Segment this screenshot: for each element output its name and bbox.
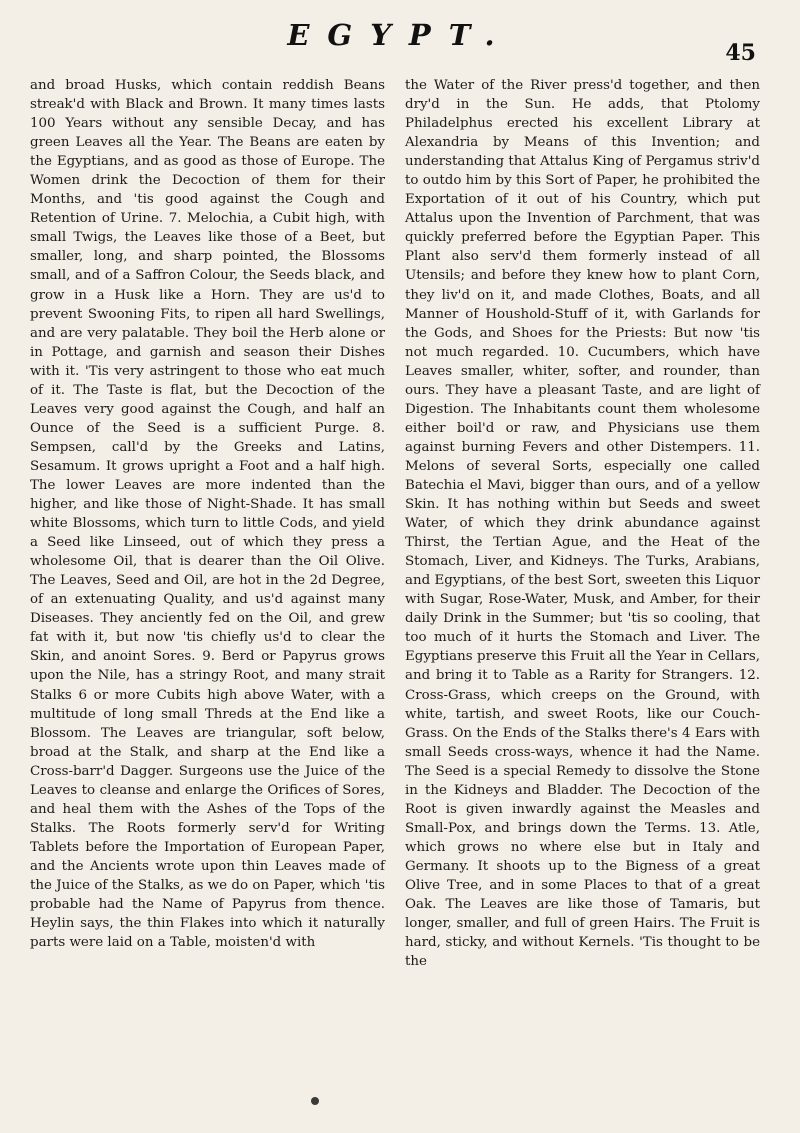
page-header xyxy=(0,12,800,82)
right-column xyxy=(405,76,760,1076)
left-column-text: and broad Husks, which contain reddish Beans streak'd with Black and Brown. It many times lasts 100 Years without any sensible Decay, and has green Leaves all the Year. The Beans are eaten by the Egyptians, and as good as those of Europe. The Women drink the Decoction of them for their Months, and 'tis good against the Cough and Retention of Urine. 7. Melochia, a Cubit high, with small Twigs, the Leaves like those of a Beet, but smaller, long, and sharp pointed, the Blossoms small, and of a Saffron Colour, the Seeds black, and grow in a Husk like a Horn. They are us'd to prevent Swooning Fits, to ripen all hard Swellings, and are very palatable. They boil the Herb alone or in Pottage, and garnish and season their Dishes with it. 'Tis very astringent to those who eat much of it. The Taste is flat, but the Decoction of the Leaves very good against the Cough, and half an Ounce of the Seed is a sufficient Purge. 8. Sempsen, call'd by the Greeks and Latins, Sesamum. It grows upright a Foot and a half high. The lower Leaves are more indented than the higher, and like those of Night-Shade. It has small white Blossoms, which turn to little Cods, and yield a Seed like Linseed, out of which they press a wholesome Oil, that is dearer than the Oil Olive. The Leaves, Seed and Oil, are hot in the 2d Degree, of an extenuating Quality, and us'd against many Diseases. They anciently fed on the Oil, and grew fat with it, but now 'tis chiefly us'd to clear the Skin, and anoint Sores. 9. Berd or Papyrus grows upon the Nile, has a stringy Root, and many strait Stalks 6 or more Cubits high above Water, with a multitude of long small Threds at the End like a Blossom. The Leaves are triangular, soft below, broad at the Stalk, and sharp at the End like a Cross-barr'd Dagger. Surgeons use the Juice of the Leaves to cleanse and enlarge the Orifices of Sores, and heal them with the Ashes of the Tops of the Stalks. The Roots formerly serv'd for Writing Tablets before the Importation of European Paper, and the Ancients wrote upon thin Leaves made of the Juice of the Stalks, as we do on Paper, which 'tis probable had the Name of Papyrus from thence. Heylin says, the thin Flakes into which it naturally parts were laid on a Table, moisten'd with xyxy=(30,78,385,951)
ink-dot-mark xyxy=(311,1097,319,1105)
page-number: 45 xyxy=(725,40,756,66)
left-column xyxy=(30,76,385,1076)
running-title: EGYPT. xyxy=(287,18,513,52)
right-column-text: the Water of the River press'd together, and then dry'd in the Sun. He adds, that Ptolomy Philadelphus erected his excellent Library at Alexandria by Means of this Invention; and understanding that Attalus King of Pergamus striv'd to outdo him by this Sort of Paper, he prohibited the Exportation of it out of his Country, which put Attalus upon the Invention of Parchment, that was quickly preferred before the Egyptian Paper. This Plant also serv'd them formerly instead of all Utensils; and before they knew how to plant Corn, they liv'd on it, and made Clothes, Boats, and all Manner of Houshold-Stuff of it, with Garlands for the Gods, and Shoes for the Priests: But now 'tis not much regarded. 10. Cucumbers, which have Leaves smaller, whiter, softer, and rounder, than ours. They have a pleasant Taste, and are light of Digestion. The Inhabitants count them wholesome either boil'd or raw, and Physicians use them against burning Fevers and other Distempers. 11. Melons of several Sorts, especially one called Batechia el Mavi, bigger than ours, and of a yellow Skin. It has nothing within but Seeds and sweet Water, of which they drink abundance against Thirst, the Tertian Ague, and the Heat of the Stomach, Liver, and Kidneys. The Turks, Arabians, and Egyptians, of the best Sort, sweeten this Liquor with Sugar, Rose-Water, Musk, and Amber, for their daily Drink in the Summer; but 'tis so cooling, that too much of it hurts the Stomach and Liver. The Egyptians preserve this Fruit all the Year in Cellars, and bring it to Table as a Rarity for Strangers. 12. Cross-Grass, which creeps on the Ground, with white, tartish, and sweet Roots, like our Couch-Grass. On the Ends of the Stalks there's 4 Ears with small Seeds cross-ways, whence it had the Name. The Seed is a special Remedy to dissolve the Stone in the Kidneys and Bladder. The Decoction of the Root is given inwardly against the Measles and Small-Pox, and brings down the Terms. 13. Atle, which grows no where else but in Italy and Germany. It shoots up to the Bigness of a great Olive Tree, and in some Places to that of a great Oak. The Leaves are like those of Tamaris, but longer, smaller, and full of green Hairs. The Fruit is hard, sticky, and without Kernels. 'Tis thought to be the xyxy=(405,78,760,970)
